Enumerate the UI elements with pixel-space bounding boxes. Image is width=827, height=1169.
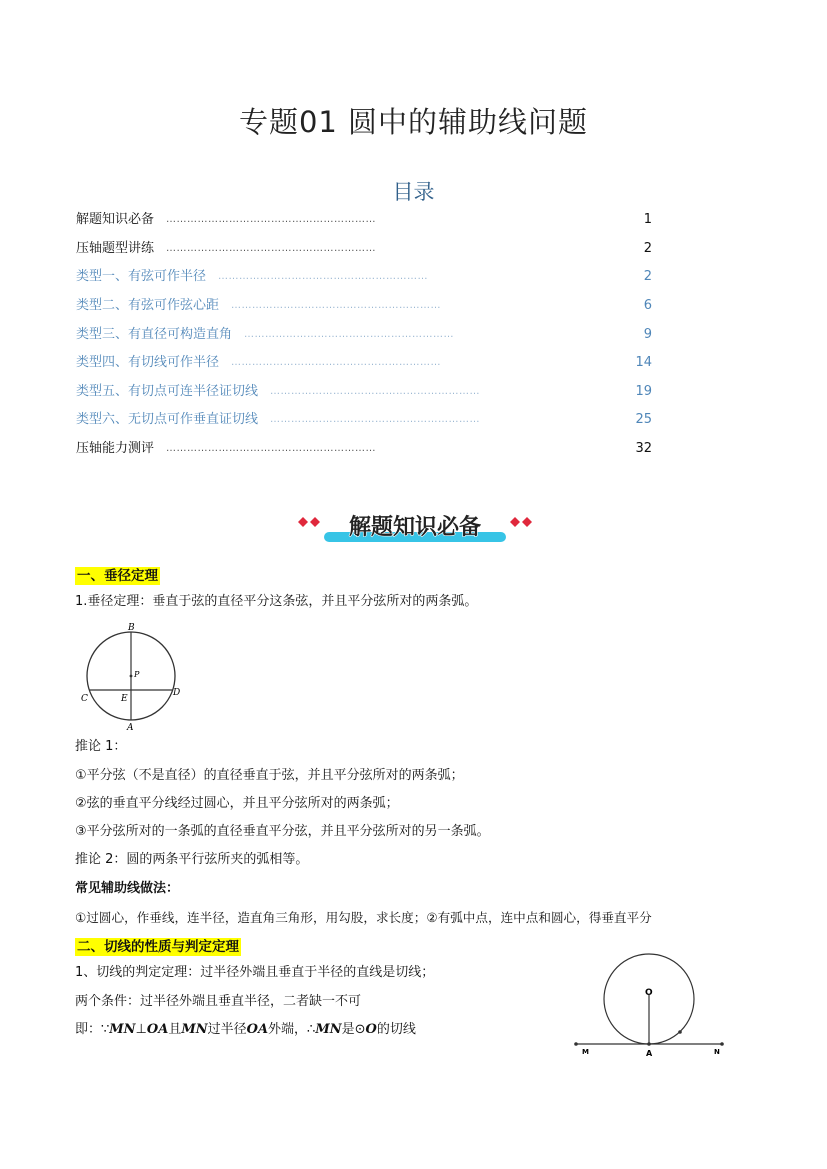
chord-diameter-figure	[76, 620, 186, 732]
toc-leader-dots: ……………………………………………………	[244, 328, 455, 340]
label-o: O	[645, 988, 653, 998]
method-text: ①过圆心，作垂线，连半径，造直角三角形，用勾股，求长度；②有弧中点，连中点和圆心，得垂直平分	[75, 910, 652, 925]
toc-item-label: 类型四、有切线可作半径	[76, 355, 220, 371]
toc-leader-dots: ……………………………………………………	[218, 271, 429, 283]
toc-item-label: 解题知识必备	[76, 212, 155, 228]
toc-leader-dots: ……………………………………………………	[270, 414, 481, 426]
point-n	[720, 1042, 724, 1046]
label-d: D	[173, 688, 181, 698]
math-o: O	[365, 1022, 377, 1037]
proof-text: 过半径	[207, 1022, 247, 1037]
math-oa: OA	[246, 1022, 269, 1037]
corollary-1-item: ①平分弦（不是直径）的直径垂直于弦，并且平分弦所对的两条弧；	[75, 768, 464, 783]
math-mn: MN	[109, 1022, 136, 1037]
toc-leader-dots: ……………………………………………………	[231, 357, 442, 369]
toc-leader-dots: ……………………………………………………	[166, 443, 377, 455]
proof-text: 是⊙	[341, 1022, 366, 1037]
toc-item-label: 类型五、有切点可连半径证切线	[76, 383, 259, 399]
toc-leader-dots: ……………………………………………………	[166, 242, 377, 254]
toc-item-label: 类型二、有弦可作弦心距	[76, 298, 220, 314]
label-n: N	[714, 1048, 720, 1056]
toc-item[interactable]	[76, 206, 652, 235]
toc-item[interactable]	[76, 263, 652, 292]
point-a	[647, 1042, 651, 1046]
toc-item[interactable]	[76, 292, 652, 321]
toc-item[interactable]	[76, 235, 652, 264]
toc-item[interactable]	[76, 378, 652, 407]
toc-item-label: 压轴能力测评	[76, 441, 155, 457]
label-c: C	[81, 694, 88, 704]
proof-prefix: 即：∵	[75, 1022, 110, 1037]
center-point	[130, 675, 133, 678]
label-m: M	[582, 1048, 589, 1056]
toc-leader-dots: ……………………………………………………	[270, 385, 481, 397]
toc-item-label: 类型三、有直径可构造直角	[76, 326, 233, 342]
corollary-1-label: 推论 1：	[75, 739, 127, 754]
toc-heading: 目录	[392, 180, 435, 204]
two-conditions-text: 两个条件：过半径外端且垂直半径，二者缺一不可	[75, 994, 362, 1009]
toc-leader-dots: ……………………………………………………	[231, 300, 442, 312]
diamond-icon	[298, 517, 308, 527]
section-heading: 一、垂径定理	[77, 568, 158, 584]
math-oa: OA	[146, 1022, 169, 1037]
diamond-icon	[310, 517, 320, 527]
label-a: A	[646, 1049, 653, 1058]
tangent-proof-line	[75, 1021, 416, 1039]
toc-item-page: 32	[635, 441, 652, 457]
toc-item[interactable]	[76, 435, 652, 464]
toc-leader-dots: ……………………………………………………	[166, 214, 377, 226]
corollary-2: 推论 2：圆的两条平行弦所夹的弧相等。	[75, 852, 309, 867]
section-heading: 二、切线的性质与判定定理	[77, 939, 239, 955]
diamond-icon	[522, 517, 532, 527]
toc-item-label: 类型一、有弦可作半径	[76, 269, 207, 285]
label-a: A	[127, 723, 134, 733]
toc-item-page: 9	[643, 326, 652, 342]
toc-item[interactable]	[76, 320, 652, 349]
banner-title: 解题知识必备	[348, 515, 482, 540]
proof-text: 外端，∴	[268, 1022, 316, 1037]
corollary-1-item: ②弦的垂直平分线经过圆心，并且平分弦所对的两条弧；	[75, 796, 399, 811]
toc-item-page: 2	[643, 240, 652, 256]
tangent-criterion-text: 1、切线的判定定理：过半径外端且垂直于半径的直线是切线；	[75, 965, 435, 980]
math-mn: MN	[181, 1022, 208, 1037]
section-banner	[290, 508, 540, 548]
corollary-1-item: ③平分弦所对的一条弧的直径垂直平分弦，并且平分弦所对的另一条弧。	[75, 824, 490, 839]
toc-item-page: 19	[635, 383, 652, 399]
label-p: P	[134, 670, 140, 679]
toc-item-label: 压轴题型讲练	[76, 240, 155, 256]
table-of-contents	[76, 206, 652, 463]
toc-item-page: 14	[635, 355, 652, 371]
label-e: E	[121, 694, 128, 704]
proof-text: 且	[168, 1022, 182, 1037]
method-label: 常见辅助线做法：	[75, 881, 180, 896]
proof-text: 的切线	[376, 1022, 416, 1037]
diamond-icon	[510, 517, 520, 527]
point-on-circle	[678, 1030, 682, 1034]
theorem-text: 1.垂径定理：垂直于弦的直径平分这条弦，并且平分弦所对的两条弧。	[75, 594, 478, 609]
tangent-figure	[568, 950, 733, 1060]
label-b: B	[128, 623, 135, 633]
toc-item-page: 1	[643, 212, 652, 228]
toc-item[interactable]	[76, 349, 652, 378]
toc-item-page: 2	[643, 269, 652, 285]
toc-item-page: 6	[643, 298, 652, 314]
toc-item[interactable]	[76, 406, 652, 435]
math-mn: MN	[315, 1022, 342, 1037]
document-title: 专题01 圆中的辅助线问题	[238, 105, 589, 139]
toc-item-page: 25	[635, 412, 652, 428]
toc-item-label: 类型六、无切点可作垂直证切线	[76, 412, 259, 428]
perp-symbol: ⊥	[135, 1022, 147, 1037]
point-m	[574, 1042, 578, 1046]
